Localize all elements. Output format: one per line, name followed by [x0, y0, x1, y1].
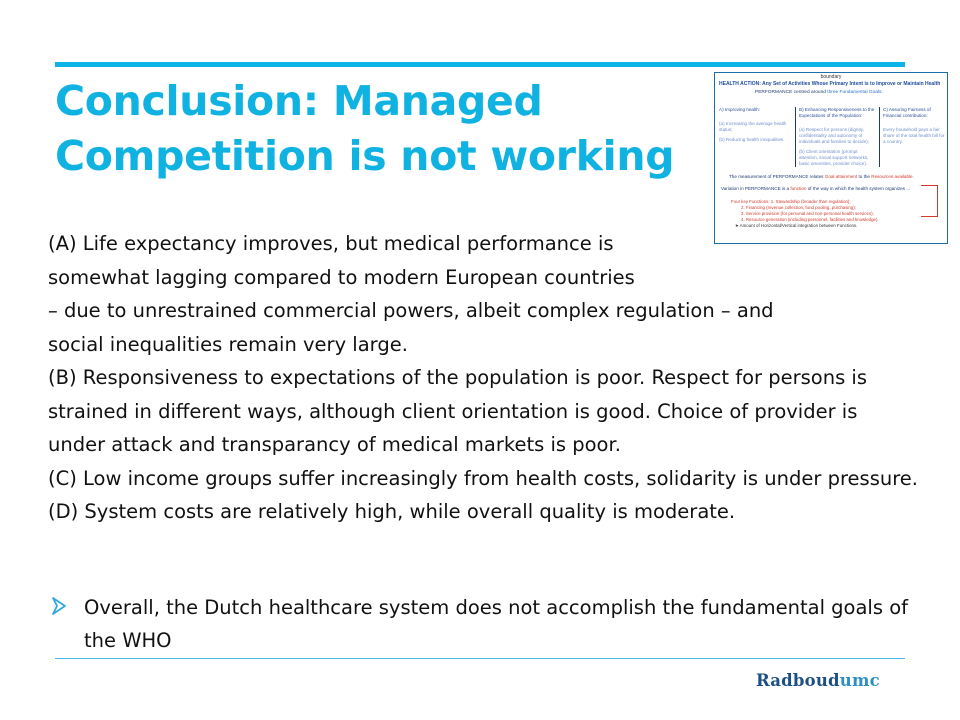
figure-measure-red1: Goal attainment: [824, 174, 858, 179]
figure-column-head: C) Assuring Fairness of Financial contribution:: [883, 107, 931, 118]
figure-bracket: [921, 185, 938, 217]
figure-variation-suffix: of the way in which the health system organizes ...: [807, 186, 911, 191]
figure-measure-prefix: The measurement of PERFORMANCE relates: [729, 174, 824, 179]
bullet-arrow-icon: [50, 595, 70, 617]
figure-function-item: 3. Service provision (for personal and non-personal health services);: [741, 211, 874, 216]
figure-column-head: B) Enhancing Responsiveness to the Expectations of the Population:: [799, 107, 875, 118]
figure-functions: [731, 199, 879, 229]
logo-part2: umc: [839, 671, 880, 690]
paragraph-a-line: somewhat lagging compared to modern European countries: [48, 265, 635, 289]
paragraph-a-line: social inequalities remain very large.: [48, 332, 408, 356]
slide-body: [48, 227, 918, 529]
bullet-text: Overall, the Dutch healthcare system does not accomplish the fundamental goals of the WHO: [84, 596, 909, 652]
paragraph-c: (C) Low income groups suffer increasingly from health costs, solidarity is under pressure.: [48, 466, 919, 490]
figure-column-item: (a) Increasing the average health status;: [719, 121, 787, 132]
figure-variation-line: [721, 186, 910, 191]
figure-column-item: Every household pays a fair share of the total health bill for a country.: [883, 127, 945, 144]
bottom-rule: [55, 658, 905, 659]
figure-function-item: 1. Stewardship (broader than regulation);: [770, 199, 851, 204]
figure-variation-prefix: Variation in PERFORMANCE is a: [721, 186, 790, 191]
figure-column-item: (b) Reducing health inequalities.: [719, 137, 785, 142]
slide-title: [55, 74, 705, 184]
figure-amount-line: Amount of Horizontal/Vertical integration between Functions.: [739, 223, 858, 228]
title-line-1: Conclusion: Managed: [55, 77, 543, 125]
figure-column-b: [799, 107, 877, 171]
figure-divider: [879, 107, 880, 167]
figure-measure-mid: to the: [858, 174, 870, 179]
figure-title: boundary: [820, 74, 842, 80]
paragraph-a-line: – due to unrestrained commercial powers, albeit complex regulation – and: [48, 299, 774, 322]
figure-column-a: [719, 107, 789, 147]
logo-part1: Radboud: [756, 671, 840, 690]
figure-function-item: 2. Financing (revenue collection, fund pooling, purchasing);: [741, 205, 856, 210]
figure-function-item: 4. Resource generation (including personnel, facilities and knowledge).: [741, 217, 879, 222]
figure-performance-highlight: three Fundamental Goals:: [827, 90, 883, 95]
who-framework-figure: [714, 72, 948, 244]
figure-column-item: (a) Respect for persons (dignity, confidentiality and autonomy of individuals and families to decide);: [799, 127, 869, 144]
figure-arrow-icon: ➤: [735, 223, 739, 228]
figure-measure-red2: Resources available.: [871, 174, 914, 179]
paragraph-a-line: (A) Life expectancy improves, but medical performance is: [48, 232, 614, 255]
figure-divider: [795, 107, 796, 167]
figure-health-action: HEALTH ACTION: Any Set of Activities Whose Primary Intent is to Improve or Maintain Health: [719, 81, 941, 87]
paragraph-d: (D) System costs are relatively high, while overall quality is moderate.: [48, 500, 736, 523]
title-line-2: Competition is not working: [55, 132, 675, 180]
top-rule: [55, 62, 905, 67]
figure-functions-head: Four key Functions:: [731, 199, 770, 204]
figure-performance-prefix: PERFORMANCE centred around: [755, 90, 826, 95]
figure-variation-red: function: [790, 186, 807, 191]
paragraph-b: (B) Responsiveness to expectations of the population is poor. Respect for persons is strained in different ways, although client orientation is good. Choice of provider is under attack and transparancy of medical markets is poor.: [48, 366, 867, 456]
conclusion-bullet: [50, 591, 920, 657]
figure-column-item: (b) Client orientation (prompt attention, social support networks, basic amenities, provider choice).: [799, 149, 869, 166]
figure-performance-line: [755, 90, 935, 95]
radboudumc-logo: [756, 671, 880, 690]
figure-column-c: [883, 107, 945, 149]
figure-measure-line: [729, 174, 914, 179]
paragraph-a: [48, 227, 918, 361]
figure-column-head: A) Improving health:: [719, 107, 761, 112]
